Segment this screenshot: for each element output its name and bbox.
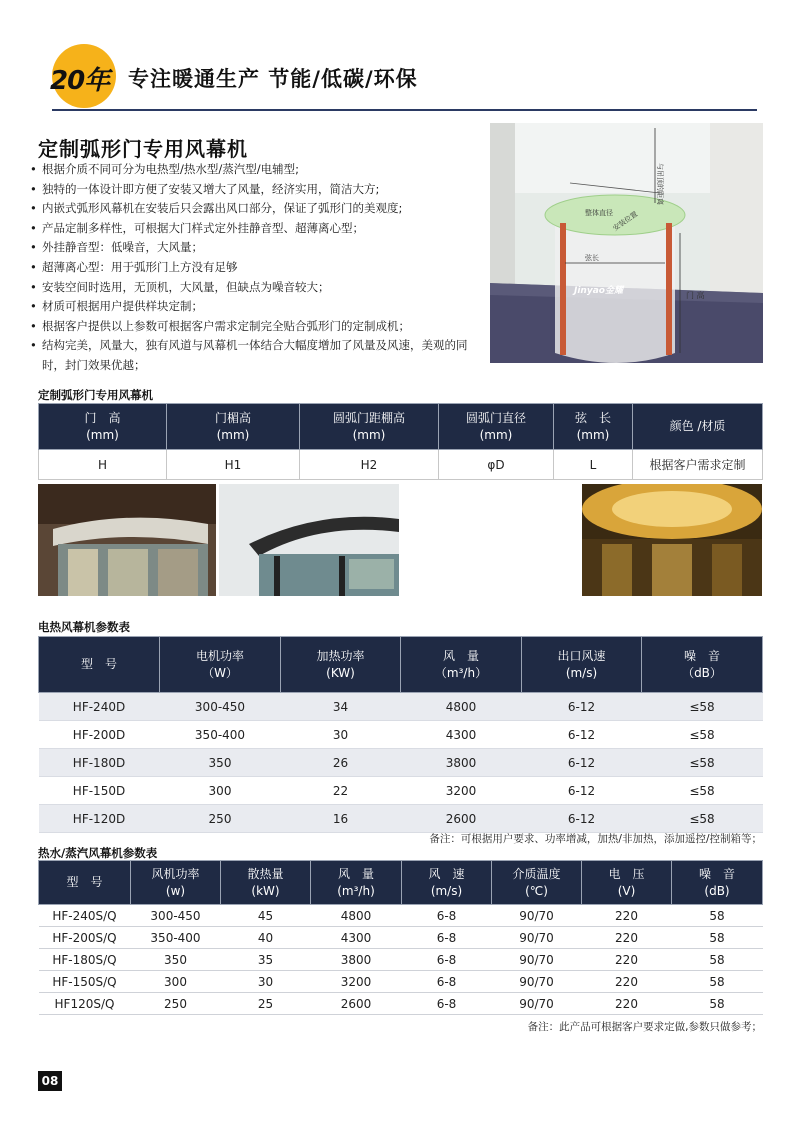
table-cell: 3800 [311, 949, 402, 971]
tagline: 专注暖通生产 节能/低碳/环保 [128, 67, 418, 91]
table-cell: 3800 [401, 749, 522, 777]
table-cell: 300-450 [131, 905, 221, 927]
section-title: 定制弧形门专用风幕机 [38, 137, 248, 161]
table-cell: 2600 [311, 993, 402, 1015]
badge-text: 20年 [50, 66, 110, 96]
table-cell: HF-240S/Q [39, 905, 131, 927]
table-header: 型 号 [39, 637, 160, 693]
table-cell: 4300 [311, 927, 402, 949]
table-cell: 58 [672, 971, 763, 993]
table-cell: 4800 [401, 693, 522, 721]
hot-water-steam-spec-table [38, 860, 763, 1015]
table-cell: 220 [582, 927, 672, 949]
table-row [39, 905, 763, 927]
table-row [39, 971, 763, 993]
installation-photo-2 [219, 484, 399, 596]
table-cell: 6-8 [402, 971, 492, 993]
table-row [39, 927, 763, 949]
table-header: 圆弧门距棚高 (mm) [300, 404, 439, 450]
table-cell: φD [439, 450, 554, 480]
feature-item: • 产品定制多样性，可根据大门样式定外挂静音型、超薄离心型； [30, 219, 485, 239]
table-cell: ≤58 [642, 693, 763, 721]
table-cell: ≤58 [642, 749, 763, 777]
table-header: 弦 长 (mm) [554, 404, 633, 450]
table-cell: 300 [131, 971, 221, 993]
table-cell: 220 [582, 993, 672, 1015]
table-cell: 34 [281, 693, 401, 721]
table-header: 颜色 /材质 [633, 404, 763, 450]
table-cell: 6-12 [522, 777, 642, 805]
table-cell: 250 [160, 805, 281, 833]
feature-item: • 内嵌式弧形风幕机在安装后只会露出风口部分，保证了弧形门的美观度; [30, 199, 485, 219]
table-cell: 6-12 [522, 749, 642, 777]
table1-label: 定制弧形门专用风幕机 [38, 388, 153, 402]
table-header: 风机功率 (w) [131, 861, 221, 905]
table-cell: 58 [672, 993, 763, 1015]
table-cell: 22 [281, 777, 401, 805]
feature-item: • 安装空间时选用，无顶机，大风量，但缺点为噪音较大； [30, 278, 485, 298]
electric-heater-spec-table [38, 636, 763, 833]
table-cell: 220 [582, 971, 672, 993]
table-header: 圆弧门直径 (mm) [439, 404, 554, 450]
diagram-logo: Jinyao金耀 [574, 286, 623, 296]
table-header: 风 量 （m³/h） [401, 637, 522, 693]
table-row [39, 777, 763, 805]
table-cell: 35 [221, 949, 311, 971]
table-cell: 6-8 [402, 905, 492, 927]
table-row [39, 993, 763, 1015]
table-row [39, 721, 763, 749]
table-cell: 6-8 [402, 949, 492, 971]
table-cell: H [39, 450, 167, 480]
header-rule [52, 109, 757, 111]
page-number: 08 [38, 1071, 62, 1091]
table-cell: 250 [131, 993, 221, 1015]
feature-list [30, 160, 485, 376]
table-cell: 30 [281, 721, 401, 749]
table-cell: 16 [281, 805, 401, 833]
table2-note: 备注：可根据用户要求、功率增减，加热/非加热，添加遥控/控制箱等； [429, 833, 762, 845]
table-header: 噪 音 （dB） [642, 637, 763, 693]
table-cell: 90/70 [492, 993, 582, 1015]
table-cell: HF-180S/Q [39, 949, 131, 971]
table-cell: 90/70 [492, 905, 582, 927]
table-cell: 根据客户需求定制 [633, 450, 763, 480]
table-cell: 350 [131, 949, 221, 971]
table-cell: 220 [582, 905, 672, 927]
table-cell: H2 [300, 450, 439, 480]
table2-label: 电热风幕机参数表 [38, 620, 130, 634]
table-cell: 6-8 [402, 993, 492, 1015]
diagram-label-chord: 弦长 [585, 254, 599, 262]
table-header: 电机功率 （W） [160, 637, 281, 693]
table-cell: ≤58 [642, 721, 763, 749]
table-cell: 30 [221, 971, 311, 993]
diagram-label-install: 安装位置 [611, 210, 640, 233]
table-cell: 58 [672, 927, 763, 949]
table-cell: 350 [160, 749, 281, 777]
table-header: 加热功率 (KW) [281, 637, 401, 693]
table-cell: HF-180D [39, 749, 160, 777]
table-header: 门 高 (mm) [39, 404, 167, 450]
table-cell: 6-12 [522, 721, 642, 749]
table-cell: HF-240D [39, 693, 160, 721]
table-row [39, 949, 763, 971]
table-cell: 90/70 [492, 971, 582, 993]
table-cell: 2600 [401, 805, 522, 833]
table-cell: 300-450 [160, 693, 281, 721]
table-cell: L [554, 450, 633, 480]
table-cell: 90/70 [492, 949, 582, 971]
table-cell: 90/70 [492, 927, 582, 949]
table-header: 噪 音 (dB) [672, 861, 763, 905]
table-row [39, 450, 763, 480]
table-cell: 40 [221, 927, 311, 949]
installation-photo-3 [582, 484, 762, 596]
table-header: 风 量 (m³/h) [311, 861, 402, 905]
arc-door-svg [490, 123, 763, 363]
table3-label: 热水/蒸汽风幕机参数表 [38, 846, 158, 860]
table-header: 介质温度 (℃) [492, 861, 582, 905]
table-header: 电 压 (V) [582, 861, 672, 905]
table-cell: 4800 [311, 905, 402, 927]
table-cell: 300 [160, 777, 281, 805]
table-cell: 3200 [401, 777, 522, 805]
table-cell: 350-400 [131, 927, 221, 949]
table-cell: 4300 [401, 721, 522, 749]
table-cell: 6-12 [522, 805, 642, 833]
table-cell: HF-150D [39, 777, 160, 805]
diagram-label-door-height: 门 高 [686, 291, 705, 300]
table-cell: 45 [221, 905, 311, 927]
diagram-label-diameter: 整体直径 [585, 209, 613, 217]
feature-item: • 结构完美，风量大，独有风道与风幕机一体结合大幅度增加了风量及风速，美观的同时，封门效果优越； [30, 336, 485, 375]
table-row [39, 805, 763, 833]
table-header: 出口风速 (m/s) [522, 637, 642, 693]
feature-item: • 独特的一体设计即方便了安装又增大了风量，经济实用，简洁大方; [30, 180, 485, 200]
table-row [39, 749, 763, 777]
table-header: 门楣高 (mm) [167, 404, 300, 450]
table-cell: HF-150S/Q [39, 971, 131, 993]
table-cell: 6-8 [402, 927, 492, 949]
table-cell: H1 [167, 450, 300, 480]
table-cell: HF-200S/Q [39, 927, 131, 949]
table-header: 散热量 (kW) [221, 861, 311, 905]
table-header: 型 号 [39, 861, 131, 905]
feature-item: • 材质可根据用户提供样块定制； [30, 297, 485, 317]
table-cell: 58 [672, 949, 763, 971]
feature-item: • 根据介质不同可分为电热型/热水型/蒸汽型/电辅型; [30, 160, 485, 180]
table-row [39, 693, 763, 721]
installation-photo-1 [38, 484, 216, 596]
table-header: 风 速 (m/s) [402, 861, 492, 905]
table-cell: 58 [672, 905, 763, 927]
feature-item: • 外挂静音型：低噪音，大风量； [30, 238, 485, 258]
table3-note: 备注：此产品可根据客户要求定做,参数只做参考； [527, 1021, 762, 1033]
table-cell: 25 [221, 993, 311, 1015]
arc-door-spec-table [38, 403, 763, 480]
table-cell: 350-400 [160, 721, 281, 749]
arc-door-diagram [490, 123, 763, 363]
table-cell: HF120S/Q [39, 993, 131, 1015]
diagram-label-height: 与吊顶的距离 [656, 163, 664, 205]
feature-item: • 超薄离心型：用于弧形门上方没有足够 [30, 258, 485, 278]
table-cell: HF-200D [39, 721, 160, 749]
table-cell: ≤58 [642, 805, 763, 833]
table-cell: 220 [582, 949, 672, 971]
table-cell: 3200 [311, 971, 402, 993]
table-cell: 26 [281, 749, 401, 777]
table-cell: ≤58 [642, 777, 763, 805]
feature-item: • 根据客户提供以上参数可根据客户需求定制完全贴合弧形门的定制成机； [30, 317, 485, 337]
table-cell: 6-12 [522, 693, 642, 721]
table-cell: HF-120D [39, 805, 160, 833]
